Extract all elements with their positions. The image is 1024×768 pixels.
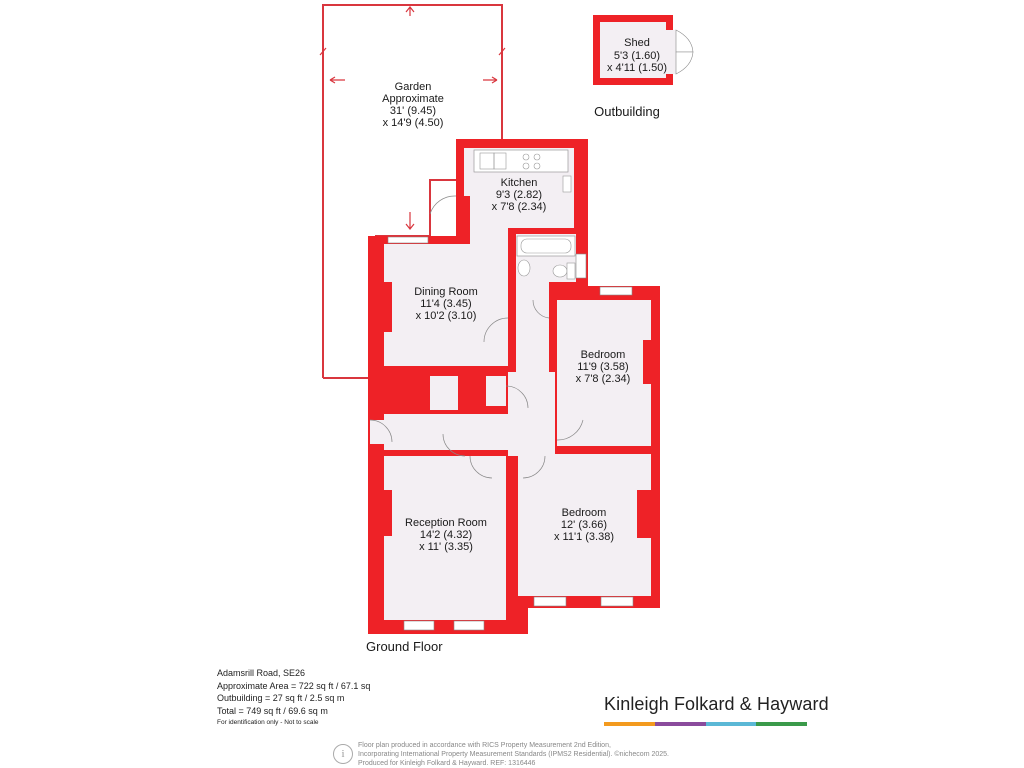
outbuilding-area: Outbuilding = 27 sq ft / 2.5 sq m xyxy=(217,693,345,703)
outbuilding-title: Outbuilding xyxy=(594,104,660,119)
shed-name: Shed xyxy=(624,37,650,49)
reception-dim1: 14'2 (4.32) xyxy=(419,529,473,541)
disclaimer-line-3: Produced for Kinleigh Folkard & Hayward. REF: 1316446 xyxy=(358,760,536,767)
info-icon: i xyxy=(333,744,353,764)
ground-floor-title: Ground Floor xyxy=(366,639,443,654)
shed-dim1: 5'3 (1.60) xyxy=(613,50,661,62)
brand-name: Kinleigh Folkard & Hayward xyxy=(604,694,829,714)
garden-line2: Approximate xyxy=(382,93,444,105)
brand-bar-blue xyxy=(706,722,757,726)
identification-note: For identification only - Not to scale xyxy=(217,719,319,726)
bedroom2-dim1: 12' (3.66) xyxy=(560,519,608,531)
garden-dim1: 31' (9.45) xyxy=(389,105,437,117)
bedroom1-dim1: 11'9 (3.58) xyxy=(577,361,629,373)
property-info xyxy=(217,667,370,730)
garden-name: Garden xyxy=(394,81,432,93)
brand-bar-purple xyxy=(655,722,706,726)
dining-dim2: x 10'2 (3.10) xyxy=(415,310,477,322)
kitchen-dim1: 9'3 (2.82) xyxy=(495,189,543,201)
kitchen-name: Kitchen xyxy=(500,177,538,189)
brand-color-bars xyxy=(604,722,807,726)
bedroom2-name: Bedroom xyxy=(561,507,607,519)
brand-bar-orange xyxy=(604,722,655,726)
garden-dim2: x 14'9 (4.50) xyxy=(382,117,444,129)
disclaimer-line-1: Floor plan produced in accordance with RICS Property Measurement 2nd Edition, xyxy=(358,742,611,749)
disclaimer-line-2: Incorporating International Property Measurement Standards (IPMS2 Residential). ©nichecom 2025. xyxy=(358,751,669,758)
dining-name: Dining Room xyxy=(414,286,478,298)
dining-dim1: 11'4 (3.45) xyxy=(420,298,472,310)
bedroom1-dim2: x 7'8 (2.34) xyxy=(575,373,631,385)
reception-name: Reception Room xyxy=(405,517,487,529)
bedroom1-name: Bedroom xyxy=(580,349,626,361)
disclaimer xyxy=(330,741,700,768)
shed-dim2: x 4'11 (1.50) xyxy=(607,62,667,74)
address: Adamsrill Road, SE26 xyxy=(217,668,306,678)
total-area: Total = 749 sq ft / 69.6 sq m xyxy=(217,705,328,716)
bedroom2-dim2: x 11'1 (3.38) xyxy=(554,531,614,543)
reception-dim2: x 11' (3.35) xyxy=(419,541,473,553)
kitchen-dim2: x 7'8 (2.34) xyxy=(491,201,547,213)
approximate-area: Approximate Area = 722 sq ft / 67.1 sq xyxy=(217,680,371,691)
brand-bar-green xyxy=(756,722,807,726)
